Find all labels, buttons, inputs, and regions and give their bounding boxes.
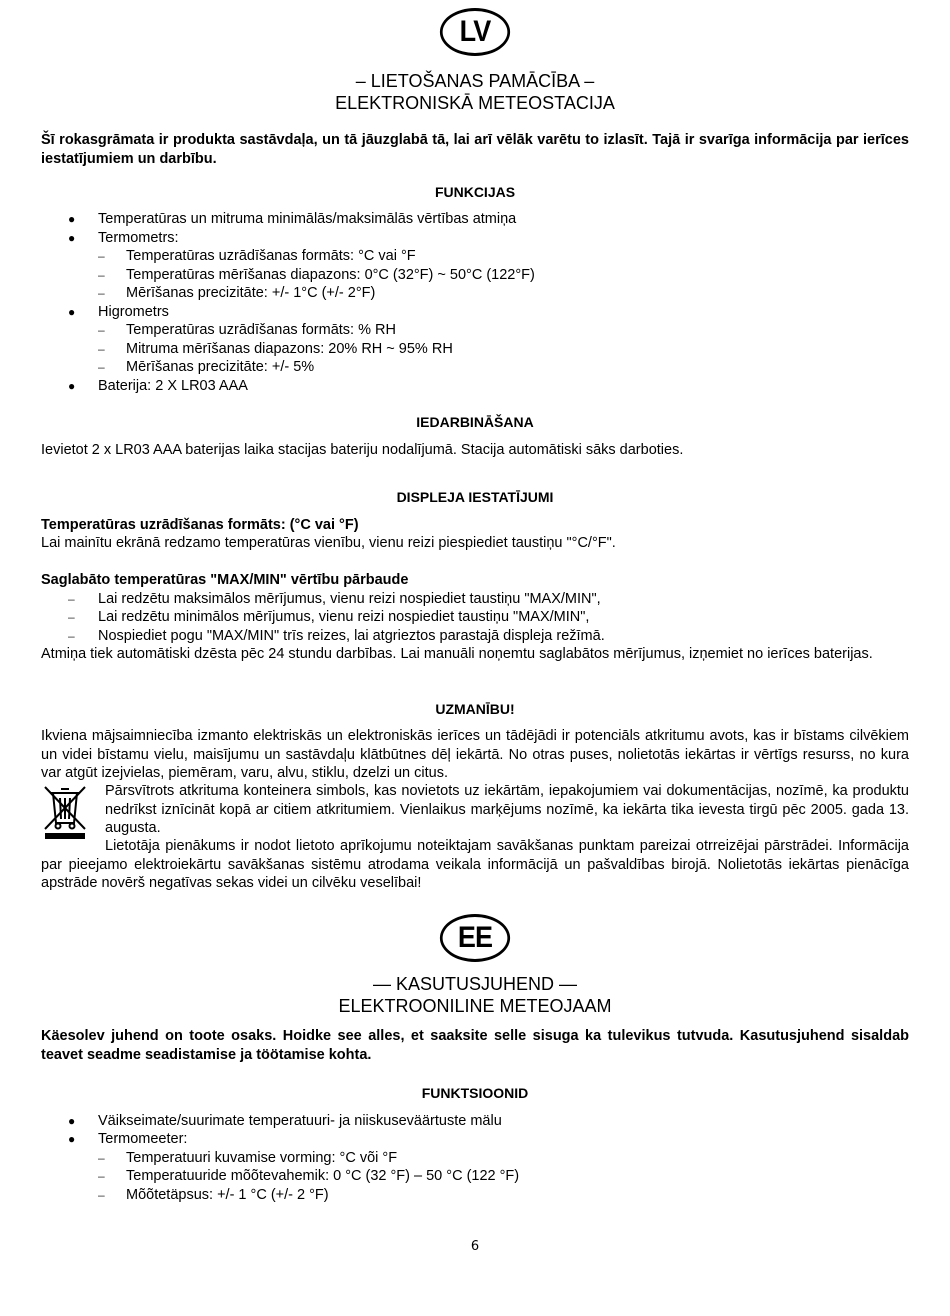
lv-func-subitem: Mitruma mērīšanas diapazons: 20% RH ~ 95% RH: [126, 341, 453, 357]
dash-icon: –: [98, 323, 105, 337]
ee-func-item: Termomeeter:: [98, 1131, 188, 1147]
dash-icon: –: [98, 342, 105, 356]
lv-title-line1: – LIETOŠANAS PAMĀCĪBA –: [355, 71, 595, 91]
lv-func-item: Temperatūras un mitruma minimālās/maksimālās vērtības atmiņa: [98, 211, 517, 227]
bullet-dot-icon: ●: [68, 212, 76, 226]
lv-func-item: Termometrs:: [98, 230, 179, 246]
dash-icon: –: [68, 629, 75, 643]
lv-functions-heading: FUNKCIJAS: [434, 184, 516, 200]
dash-icon: –: [98, 286, 105, 300]
dash-icon: –: [68, 592, 75, 606]
lv-func-subitem: Mērīšanas precizitāte: +/- 1°C (+/- 2°F): [126, 285, 376, 301]
bullet-dot-icon: ●: [68, 1132, 76, 1146]
lv-func-subitem: Temperatūras uzrādīšanas formāts: °C vai °F: [126, 248, 416, 264]
lv-startup-heading: IEDARBINĀŠANA: [416, 414, 534, 430]
lv-format-text: Lai mainītu ekrānā redzamo temperatūras vienību, vienu reizi piespiediet taustiņu "°C/°F".: [41, 535, 616, 551]
dash-icon: –: [98, 268, 105, 282]
ee-language-badge: [440, 914, 510, 962]
dash-icon: –: [98, 1151, 105, 1165]
ee-func-subitem: Temperatuuri kuvamise vorming: °C või °F: [126, 1150, 398, 1166]
lv-title: [41, 70, 909, 114]
ee-intro: Käesolev juhend on toote osaks. Hoidke see alles, et saaksite selle sisuga ka tulevikus tutvuda. Kasutusjuhend sisaldab teavet seadme seadistamise ja töötamise kohta.: [41, 1028, 909, 1063]
dash-icon: –: [98, 249, 105, 263]
lv-warning-p1: Ikviena mājsaimniecība izmanto elektriskās un elektroniskās ierīces un tādējādi ir potenciāls atkritumu avots, kas ir bīstams cilvēkiem un videi bīstamu vielu, maisījumu un sastāvdaļu klātbūtnes dēļ iekārtā. No otras puses, nolietotās iekārtas ir vērtīgs resurss, no kura var atgūt izejvielas, piemēram, varu, alvu, stiklu, dzelzi un citus.: [41, 728, 909, 781]
ee-func-subitem: Temperatuuride mõõtevahemik: 0 °C (32 °F) – 50 °C (122 °F): [126, 1168, 520, 1184]
lv-format-subhead: Temperatūras uzrādīšanas formāts: (°C vai °F): [41, 517, 359, 533]
dash-icon: –: [98, 1169, 105, 1183]
lv-func-subitem: Temperatūras mērīšanas diapazons: 0°C (32°F) ~ 50°C (122°F): [126, 267, 535, 283]
lv-maxmin-item: Nospiediet pogu "MAX/MIN" trīs reizes, lai atgrieztos parastajā displeja režīmā.: [98, 628, 605, 644]
dash-icon: –: [98, 1188, 105, 1202]
bullet-dot-icon: ●: [68, 231, 76, 245]
lv-startup-text: Ievietot 2 x LR03 AAA baterijas laika stacijas bateriju nodalījumā. Stacija automātiski sāks darboties.: [41, 442, 684, 458]
lv-title-line2: ELEKTRONISKĀ METEOSTACIJA: [335, 93, 615, 113]
lv-intro: Šī rokasgrāmata ir produkta sastāvdaļa, un tā jāuzglabā tā, lai arī vēlāk varētu to izlasīt. Tajā ir svarīga informācija par ierīces iestatījumiem un darbību.: [41, 132, 909, 167]
bullet-dot-icon: ●: [68, 305, 76, 319]
lv-func-item: Baterija: 2 X LR03 AAA: [98, 378, 248, 394]
ee-title-line2: ELEKTROONILINE METEOJAAM: [338, 996, 612, 1016]
lv-language-badge: [440, 8, 510, 56]
page-number: 6: [470, 1239, 480, 1254]
lv-warning-p2: Pārsvītrots atkrituma konteinera simbols, kas novietots uz iekārtām, iepakojumiem vai dokumentācijas, nozīmē, ka produktu nedrīkst iznīcināt kopā ar citiem atkritumiem. Vienlaikus marķējums nozīmē, ka iekārta tika ievesta tirgū pēc 2005. gada 13. augusta.: [105, 783, 909, 836]
ee-func-subitem: Mõõtetäpsus: +/- 1 °C (+/- 2 °F): [126, 1187, 329, 1203]
ee-func-item: Väikseimate/suurimate temperatuuri- ja niiskuseväärtuste mälu: [98, 1113, 502, 1129]
bullet-dot-icon: ●: [68, 1114, 76, 1128]
lv-maxmin-item: Lai redzētu maksimālos mērījumus, vienu reizi nospiediet taustiņu "MAX/MIN",: [98, 591, 601, 607]
dash-icon: –: [68, 610, 75, 624]
crossed-bin-icon: [41, 783, 89, 841]
ee-title-line1: — KASUTUSJUHEND —: [372, 974, 578, 994]
lv-maxmin-item: Lai redzētu minimālos mērījumus, vienu reizi nospiediet taustiņu "MAX/MIN",: [98, 609, 590, 625]
lv-warning-heading: UZMANĪBU!: [435, 701, 515, 717]
lv-display-heading: DISPLEJA IESTATĪJUMI: [396, 489, 554, 505]
lv-badge-label: LV: [459, 14, 491, 48]
lv-maxmin-subhead: Saglabāto temperatūras "MAX/MIN" vērtību pārbaude: [41, 572, 409, 588]
ee-functions-heading: FUNKTSIOONID: [421, 1085, 529, 1101]
lv-func-item: Higrometrs: [98, 304, 169, 320]
dash-icon: –: [98, 360, 105, 374]
lv-memory-text: Atmiņa tiek automātiski dzēsta pēc 24 stundu darbības. Lai manuāli noņemtu saglabātos mērījumus, izņemiet no ierīces baterijas.: [41, 646, 873, 662]
ee-badge-label: EE: [457, 920, 493, 954]
lv-warning-p3: Lietotāja pienākums ir nodot lietoto aprīkojumu noteiktajam savākšanas punktam pareizai otrreizējai pārstrādei. Informācija par pieejamo elektroiekārtu savākšanas sistēmu atrodama veikala informācijā un pašvaldības birojā. Nolietotās iekārtas pienācīga apstrāde novērš negatīvas sekas videi un cilvēku veselībai!: [41, 838, 909, 891]
lv-func-subitem: Temperatūras uzrādīšanas formāts: % RH: [126, 322, 396, 338]
lv-func-subitem: Mērīšanas precizitāte: +/- 5%: [126, 359, 315, 375]
ee-title: [41, 973, 909, 1017]
bullet-dot-icon: ●: [68, 379, 76, 393]
